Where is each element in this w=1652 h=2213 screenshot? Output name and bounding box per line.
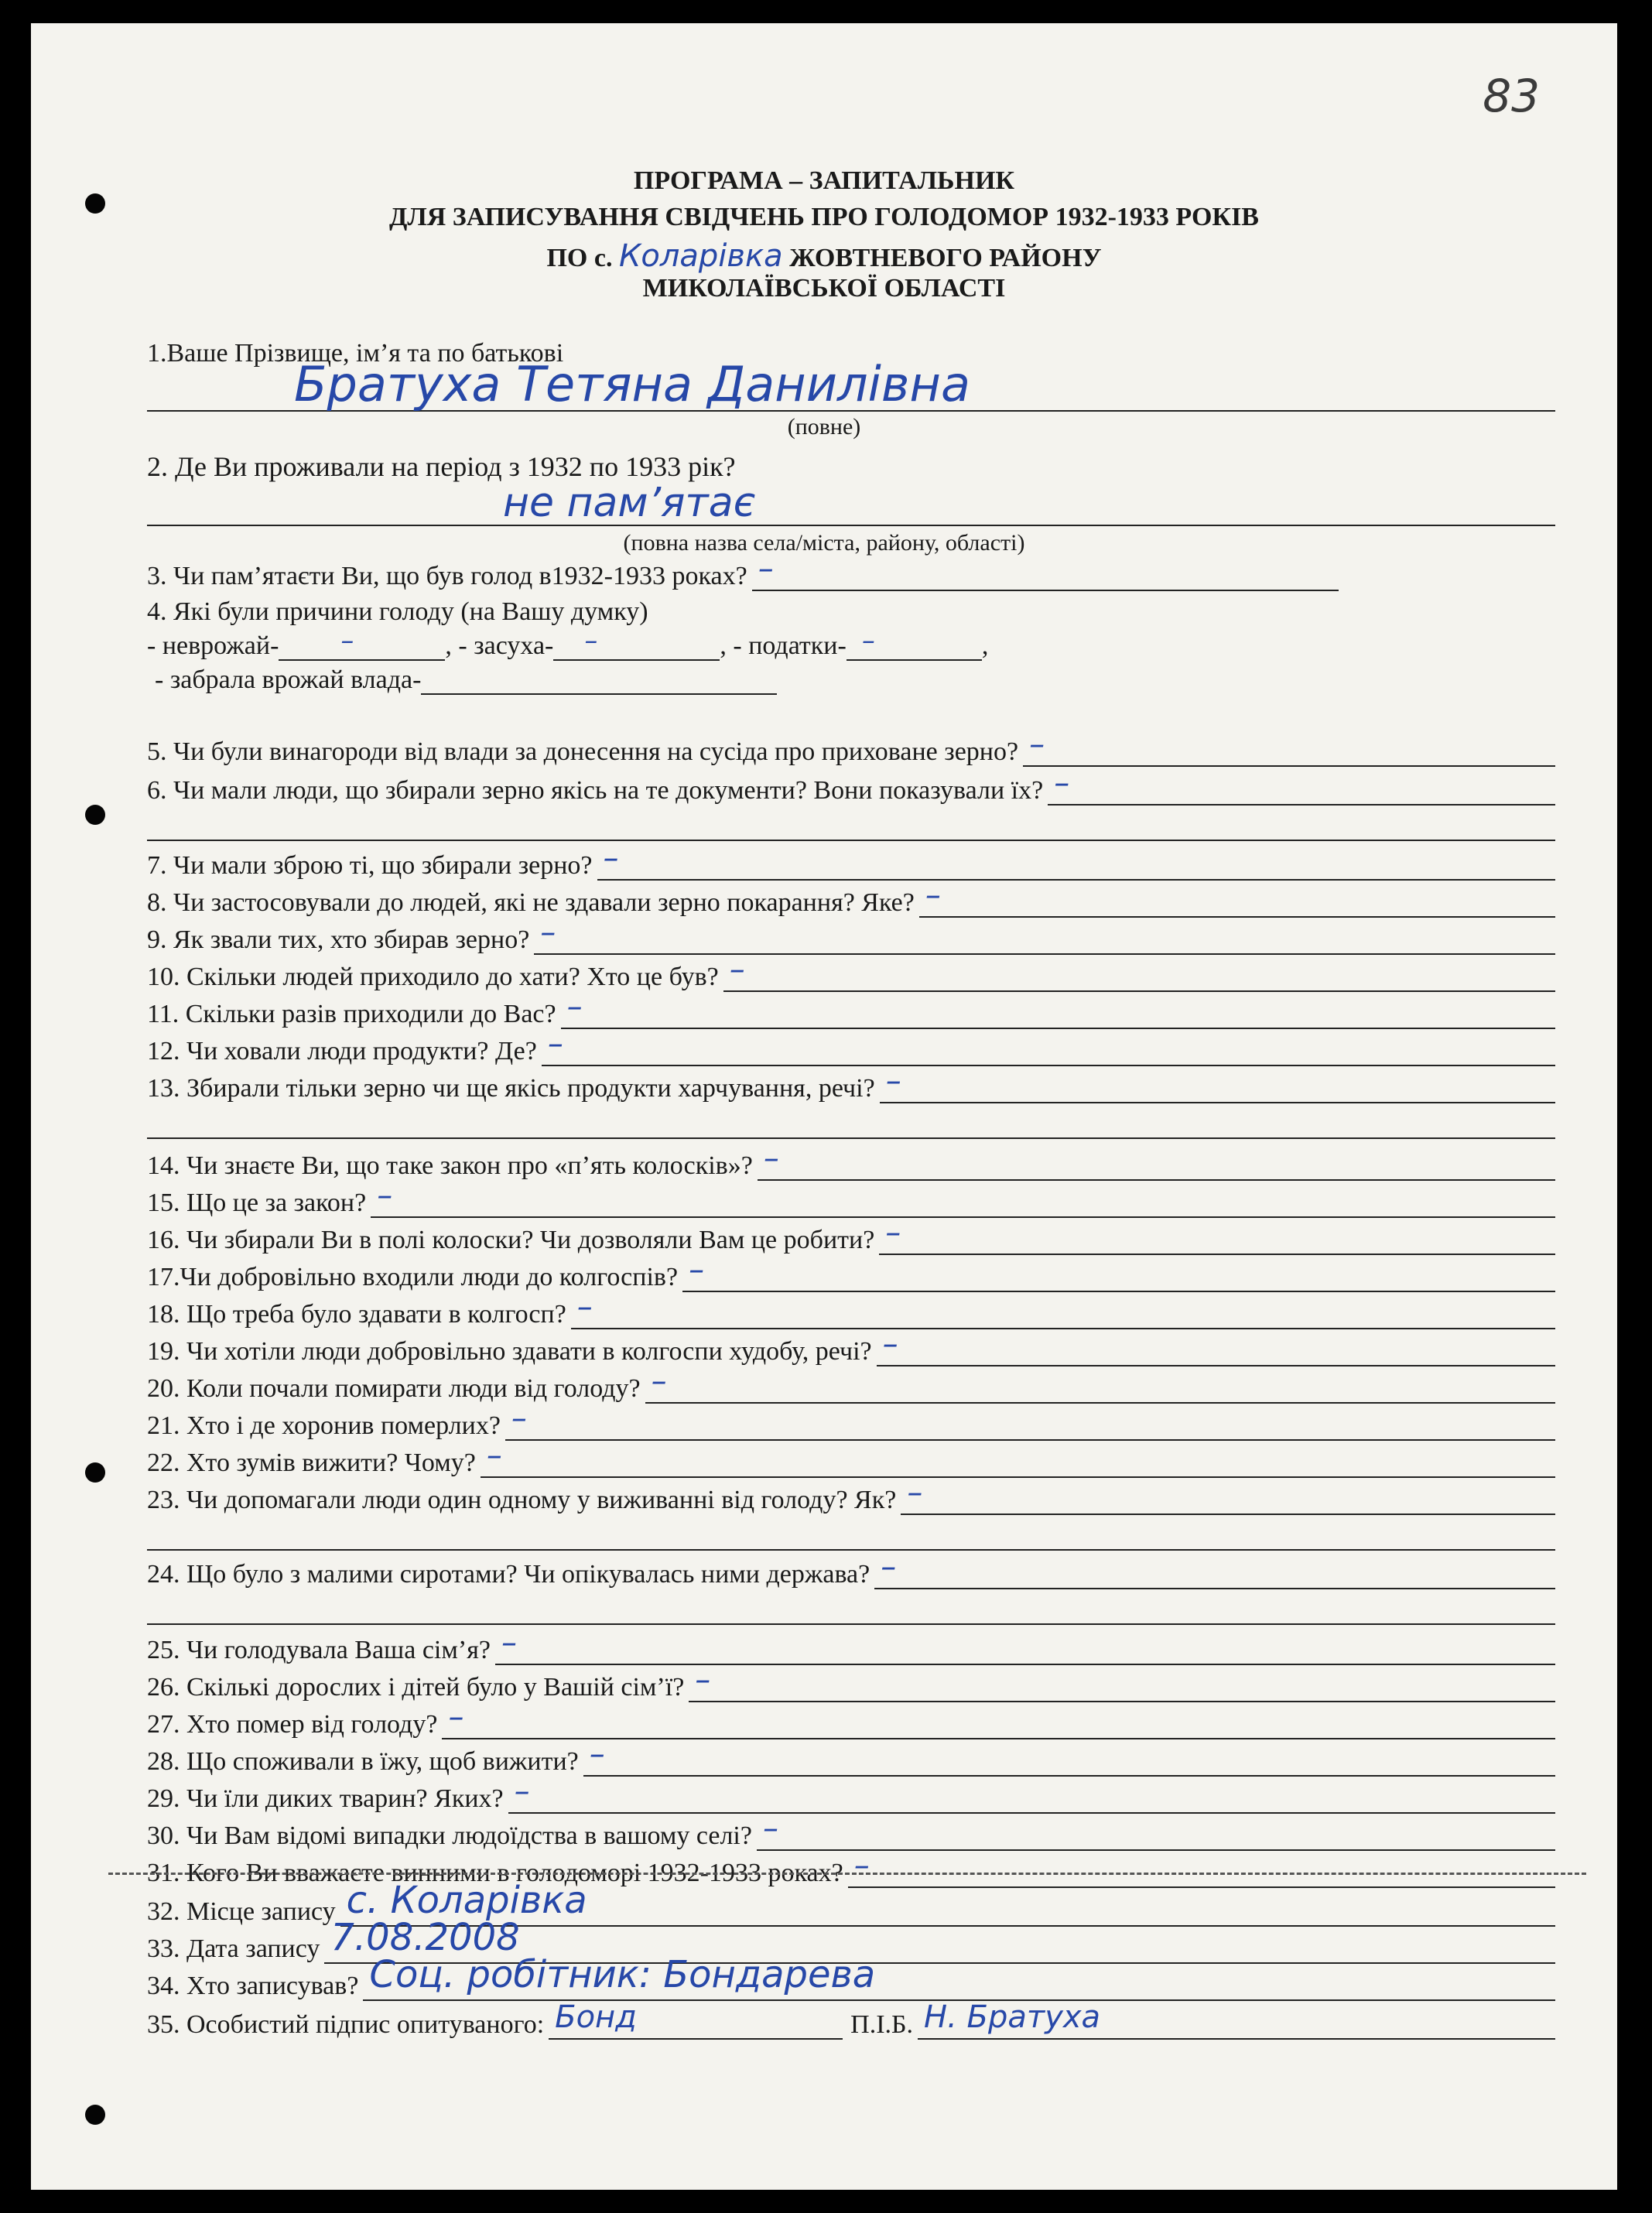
answer-line[interactable] [880,1063,1555,1103]
answer-line[interactable] [1048,765,1555,806]
punch-hole [85,805,105,825]
question-label: 5. Чи були винагороди від влади за донесення на сусіда про приховане зерно? [147,737,1019,766]
answer-handwritten: – [448,1699,464,1735]
answer-handwritten: – [540,915,556,950]
question-label: 12. Чи ховали люди продукти? Де? [147,1037,537,1065]
question-label: 24. Що було з малими сиротами? Чи опікувалась ними держава? [147,1560,870,1589]
answer-handwritten: – [689,1252,705,1288]
question-label: 35. Особистий підпис опитуваного: [147,2010,545,2039]
question-label: 30. Чи Вам відомі випадки людоїдства в вашому селі? [147,1821,752,1850]
question-label: 15. Що це за закон? [147,1189,367,1217]
question-row [147,1060,1555,1103]
q3-answer: – [758,551,774,587]
header-line-3 [31,238,1617,274]
answer-line[interactable] [901,1475,1555,1515]
question-label: 16. Чи збирали Ви в полі колоски? Чи дозволяли Вам це робити? [147,1226,875,1254]
question-label: 29. Чи їли диких тварин? Яких? [147,1784,504,1813]
question-row [147,1472,1555,1515]
answer-handwritten: – [1054,765,1070,801]
answer-handwritten: – [576,1289,593,1325]
question-label: 20. Коли почали помирати люди від голоду? [147,1374,641,1403]
header-line-2: ДЛЯ ЗАПИСУВАННЯ СВІДЧЕНЬ ПРО ГОЛОДОМОР 1932-1933 РОКІВ [389,203,1259,231]
q4-zasukha-answer: – [584,625,598,656]
question-label: 22. Хто зумів вижити? Чому? [147,1449,476,1477]
question-row [147,762,1555,806]
q1-label: 1.Ваше Прізвище, ім’я та по батькові [147,339,564,368]
header-district: ЖОВТНЕВОГО РАЙОНУ [789,244,1102,272]
pib-answer-handwritten: Н. Братуха [924,1999,1101,2035]
question-row [147,1546,1555,1589]
question-label: 34. Хто записував? [147,1972,359,2000]
answer-line[interactable] [874,1549,1555,1589]
answer-handwritten: – [853,1848,870,1883]
q4-vlada-row: - забрала врожай влада- [147,652,777,695]
question-label: 19. Чи хотіли люди добровільно здавати в колгоспи худобу, речі? [147,1337,872,1366]
question-row [147,1953,1555,2001]
question-label: 13. Збирали тільки зерно чи ще якісь продукти харчування, речі? [147,1074,875,1103]
question-label: 17.Чи добровільно входили люди до колгоспів? [147,1263,679,1291]
answer-handwritten: – [547,1026,563,1062]
answer-handwritten: – [566,989,583,1024]
question-label: 23. Чи допомагали люди один одному у виживанні від голоду? Як? [147,1486,897,1514]
q2-line [147,525,1555,526]
question-label: 21. Хто і де хоронив померлих? [147,1411,501,1440]
paper-fold-line [108,1873,1586,1875]
answer-handwritten: – [651,1363,667,1399]
question-label: 33. Дата запису [147,1934,320,1963]
question-label: 28. Що споживали в їжу, щоб вижити? [147,1747,579,1776]
question-row [147,1996,1555,2040]
q3-row: 3. Чи пам’ятаєти Ви, що був голод в1932-1933 роках? – [147,548,1339,591]
answer-handwritten: – [511,1401,527,1436]
answer-handwritten: – [603,840,619,876]
answer-handwritten: – [486,1438,502,1473]
punch-hole [85,2105,105,2125]
answer-handwritten: Бонд [555,1999,637,2035]
answer-handwritten: – [763,1141,779,1176]
q2-label: 2. Де Ви проживали на період з 1932 по 1933 рік? [147,451,736,482]
q2-answer: не пам’ятає [503,480,756,526]
answer-handwritten: – [881,1549,897,1585]
pib-label: П.І.Б. [850,2010,914,2039]
header-line-4: МИКОЛАЇВСЬКОЇ ОБЛАСТІ [642,274,1006,303]
answer-handwritten: Соц. робітник: Бондарева [369,1953,876,1996]
punch-hole [85,1462,105,1483]
answer-handwritten: – [762,1811,778,1846]
answer-handwritten: – [729,952,745,987]
answer-handwritten: – [501,1625,517,1661]
answer-handwritten: – [907,1475,923,1510]
answer-handwritten: – [589,1736,605,1772]
q4-nevrozhai-answer: – [340,625,354,656]
question-label: 26. Скількі дорослих і дітей було у Вашій сім’ї? [147,1673,685,1702]
question-label: 8. Чи застосовували до людей, які не здавали зерно покарання? Яке? [147,888,915,917]
header-village-handwritten: Коларівка [618,238,783,274]
q1-answer: Братуха Тетяна Данилівна [294,356,970,412]
question-row [147,723,1555,767]
q2-hint: (повна назва села/міста, району, області) [623,530,1025,556]
question-label: 25. Чи голодувала Ваша сім’я? [147,1636,491,1664]
answer-handwritten: – [1029,727,1045,762]
question-label: 31. Кого Ви вважаєте винними в голодоморі 1932-1933 роках? [147,1859,843,1887]
q4-podatky-answer: – [861,625,875,656]
answer-handwritten: 7.08.2008 [330,1916,520,1959]
q1-hint: (повне) [787,414,861,440]
question-label: 10. Скільки людей приходило до хати? Хто це був? [147,963,719,991]
question-label: 18. Що треба було здавати в колгосп? [147,1300,566,1329]
answer-handwritten: – [695,1662,711,1698]
question-label: 32. Місце запису [147,1897,336,1926]
pib-line[interactable] [918,1999,1555,2040]
answer-handwritten: – [885,1063,901,1099]
question-label: 7. Чи мали зброю ті, що збирали зерно? [147,851,593,880]
question-label: 27. Хто помер від голоду? [147,1710,438,1739]
answer-handwritten: – [925,877,941,913]
answer-handwritten: – [885,1215,901,1250]
answer-handwritten: – [882,1326,898,1362]
header-village-prefix: ПО с. [546,244,613,272]
question-label: 9. Як звали тих, хто збирав зерно? [147,925,530,954]
questionnaire-page [31,23,1617,2190]
header-line-1: ПРОГРАМА – ЗАПИТАЛЬНИК [633,166,1015,195]
question-label: 6. Чи мали люди, що збирали зерно якісь на те документи? Вони показували їх? [147,776,1044,805]
answer-handwritten: с. Коларівка [346,1879,587,1922]
q4-options-row: - неврожай- – , - засуха- – , - податки- – , [147,625,989,660]
page-number: 83 [1483,70,1540,122]
answer-handwritten: – [514,1773,530,1809]
answer-handwritten: – [377,1178,393,1213]
question-label: 11. Скільки разів приходили до Вас? [147,1000,556,1028]
question-label: 14. Чи знаєте Ви, що таке закон про «п’ять колосків»? [147,1151,753,1180]
q4-label: 4. Які були причини голоду (на Вашу думку) [147,597,648,626]
answer-line[interactable] [549,1999,843,2040]
